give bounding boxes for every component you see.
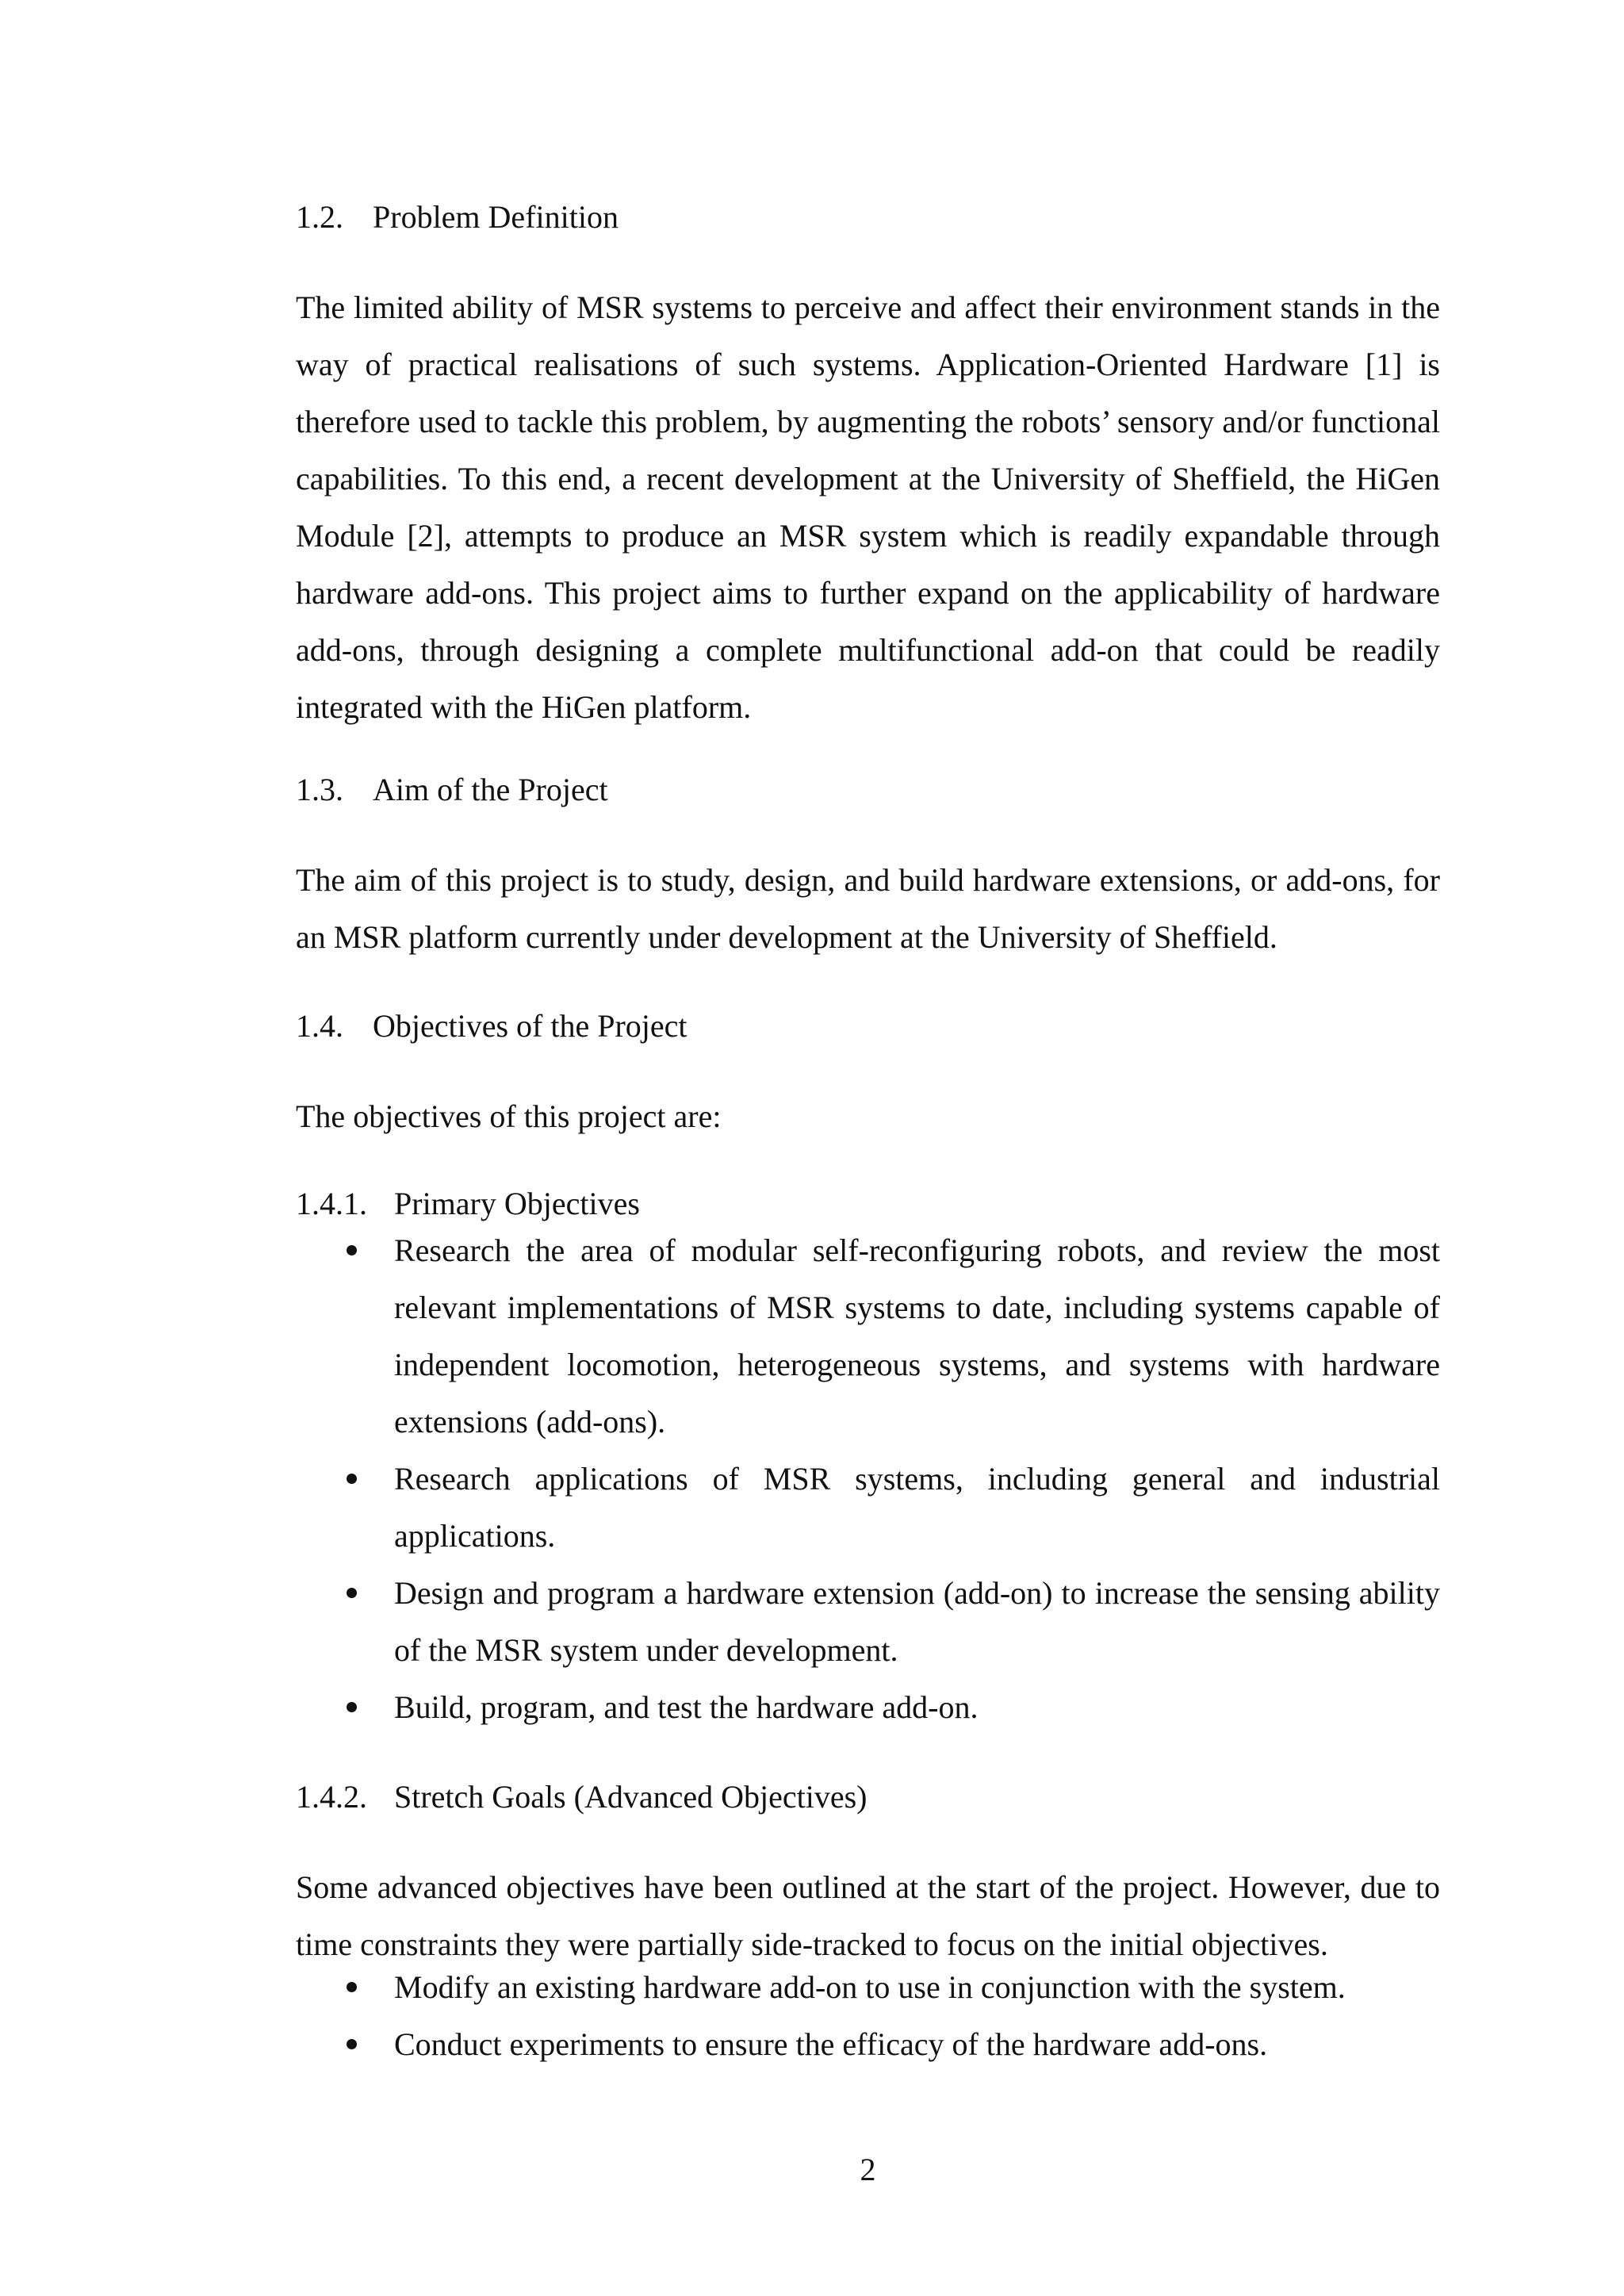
list-item: Build, program, and test the hardware add-on. [394,1679,1440,1736]
heading-objectives [296,1004,688,1048]
bullet-icon [347,1588,357,1598]
section-title: Problem Definition [373,199,619,235]
list-item: Conduct experiments to ensure the efficacy of the hardware add-ons. [394,2016,1440,2073]
primary-objectives-list [394,1222,1440,1736]
objectives-intro: The objectives of this project are: [296,1098,722,1134]
bullet-icon [347,2039,357,2049]
list-item: Research applications of MSR systems, including general and industrial applications. [394,1451,1440,1565]
heading-problem-definition [296,195,619,240]
stretch-goals-paragraph: Some advanced objectives have been outlined at the start of the project. However, due to time constraints they were partially side-tracked to focus on the initial objectives. [296,1869,1440,1962]
subsection-title: Primary Objectives [394,1186,640,1221]
section-title: Aim of the Project [373,772,608,807]
heading-aim [296,768,608,812]
problem-definition-paragraph: The limited ability of MSR systems to perceive and affect their environment stands in the way of practical realisations of such systems. Application-Oriented Hardware [1] is therefore used to tackle this problem, by augmenting the robots’ sensory and/or functional capabilities. To this end, a recent development at the University of Sheffield, the HiGen Module [2], attempts to produce an MSR system which is readily expandable through hardware add-ons. This project aims to further expand on the applicability of hardware add-ons, through designing a complete multifunctional add-on that could be readily integrated with the HiGen platform. [296,289,1440,725]
bullet-icon [347,1702,357,1712]
subsection-title: Stretch Goals (Advanced Objectives) [394,1779,868,1815]
document-page [296,0,1440,2296]
subsection-number: 1.4.1. [296,1186,367,1221]
aim-paragraph: The aim of this project is to study, design, and build hardware extensions, or add-ons, for an MSR platform currently under development at the University of Sheffield. [296,862,1440,955]
heading-stretch-goals [296,1775,867,1819]
list-item: Research the area of modular self-reconfiguring robots, and review the most relevant implementations of MSR systems to date, including systems capable of independent locomotion, heterogeneous systems, and systems with hardware extensions (add-ons). [394,1222,1440,1451]
bullet-icon [347,1474,357,1484]
bullet-icon [347,1982,357,1992]
stretch-goals-list [394,1959,1440,2073]
section-number: 1.4. [296,1008,343,1044]
bullet-icon [347,1245,357,1255]
section-number: 1.3. [296,772,343,807]
section-title: Objectives of the Project [373,1008,688,1044]
list-item: Design and program a hardware extension (add-on) to increase the sensing ability of the MSR system under development. [394,1565,1440,1679]
heading-primary-objectives [296,1182,640,1226]
page-number: 2 [860,2152,876,2187]
subsection-number: 1.4.2. [296,1779,367,1815]
section-number: 1.2. [296,199,343,235]
list-item: Modify an existing hardware add-on to use in conjunction with the system. [394,1959,1440,2016]
